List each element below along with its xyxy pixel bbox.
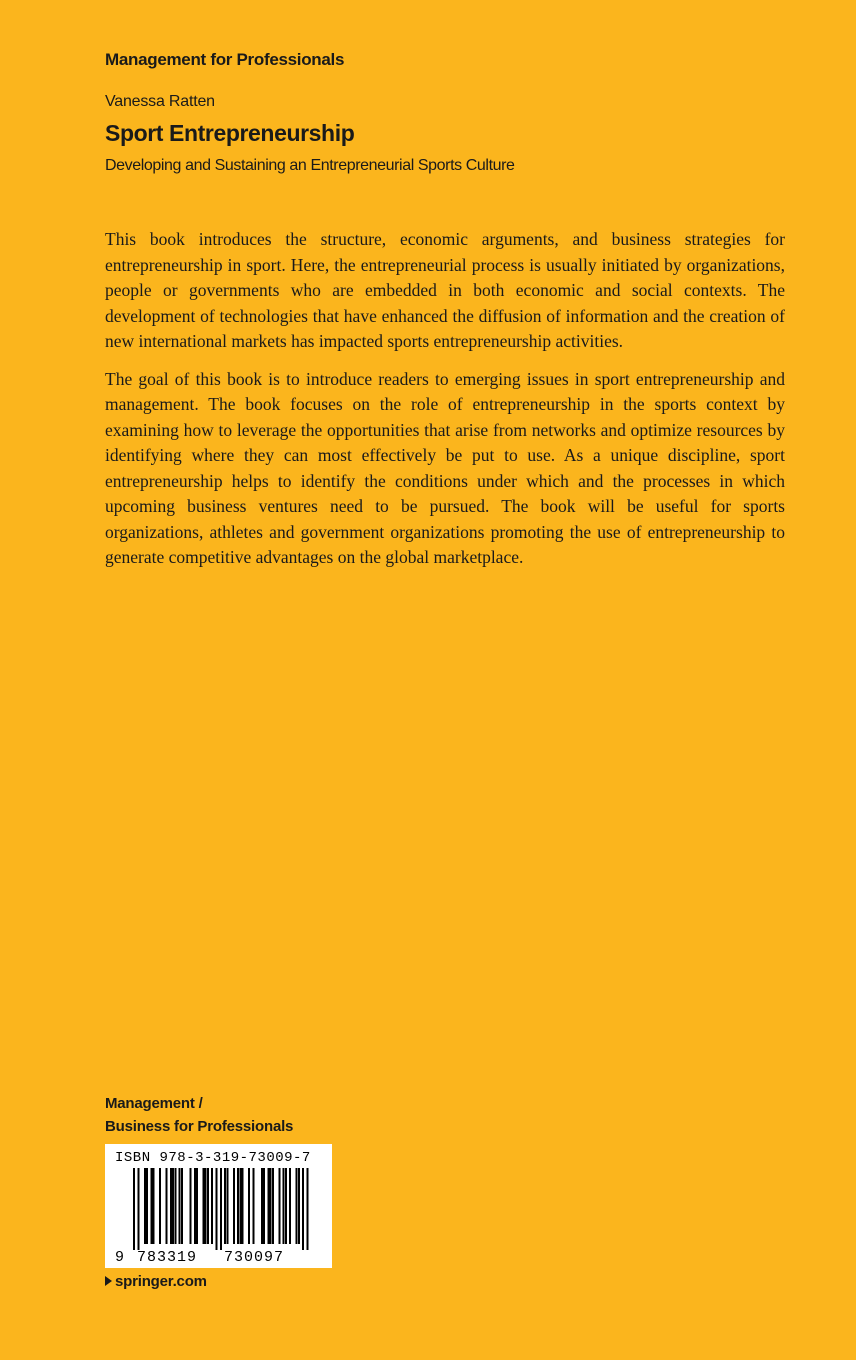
category-line: Business for Professionals — [105, 1118, 294, 1135]
barcode-bar — [270, 1168, 272, 1244]
barcode-bar — [159, 1168, 161, 1244]
book-subtitle: Developing and Sustaining an Entrepreneurial Sports Culture — [105, 157, 515, 174]
category-line: Management / — [105, 1095, 203, 1112]
description-paragraph: This book introduces the structure, economic arguments, and business strategies for entrepreneurship in sport. Here, the entrepreneurial process is usually initiated by organizations, people or governments who are embedded in both economic and social contexts. The development of technologies that have enhanced the diffusion of information and the creation of new international markets has impacted sports entrepreneurship activities. — [105, 229, 785, 351]
barcode-bar — [179, 1168, 181, 1244]
barcode-bar — [296, 1168, 298, 1244]
barcode-bar — [146, 1168, 148, 1244]
barcode-bar — [233, 1168, 235, 1244]
author-name: Vanessa Ratten — [105, 93, 215, 110]
barcode-bar — [207, 1168, 209, 1244]
barcode-bar — [190, 1168, 192, 1244]
barcode-bar — [133, 1168, 135, 1250]
barcode-bar — [166, 1168, 168, 1244]
barcode-bar — [151, 1168, 153, 1244]
barcode-bar — [203, 1168, 205, 1244]
arrow-right-icon — [105, 1276, 112, 1286]
barcode-bar — [285, 1168, 287, 1244]
barcode-bar — [170, 1168, 172, 1244]
barcode-bar — [289, 1168, 291, 1244]
barcode-digits-left: 783319 — [137, 1249, 198, 1266]
description-paragraph: The goal of this book is to introduce readers to emerging issues in sport entrepreneurship and management. The book focuses on the role of entrepreneurship in the sports context by examining how to leverage the opportunities that arise from networks and optimize resources by identifying where they can most effectively be put to use. As a unique discipline, sport entrepreneurship helps to identify the conditions under which and the processes in which upcoming business ventures need to be pursued. The book will be useful for sports organizations, athletes and government organizations promoting the use of entrepreneurship to generate competitive advantages on the global marketplace. — [105, 368, 785, 567]
barcode-graphic — [105, 1144, 332, 1268]
barcode-bar — [237, 1168, 239, 1244]
isbn-label: ISBN 978-3-319-73009-7 — [115, 1150, 311, 1166]
website-label: springer.com — [115, 1273, 207, 1290]
barcode-bar — [307, 1168, 309, 1250]
barcode-bar — [175, 1168, 177, 1244]
barcode-bar — [211, 1168, 213, 1244]
barcode-bar — [205, 1168, 207, 1244]
series-name: Management for Professionals — [105, 50, 345, 69]
barcode-bar — [283, 1168, 285, 1244]
barcode-bar — [272, 1168, 274, 1244]
barcode-bar — [253, 1168, 255, 1244]
barcode-bar — [172, 1168, 174, 1244]
book-description — [105, 227, 785, 583]
barcode-bar — [242, 1168, 244, 1244]
barcode-digits-right: 730097 — [224, 1249, 285, 1266]
barcode-bar — [194, 1168, 196, 1244]
barcode-bar — [216, 1168, 218, 1250]
barcode-bar — [261, 1168, 263, 1244]
barcode-bar — [227, 1168, 229, 1244]
barcode-bar — [248, 1168, 250, 1244]
subject-category — [105, 1092, 293, 1138]
barcode-bar — [220, 1168, 222, 1250]
barcode-bar — [268, 1168, 270, 1244]
book-title: Sport Entrepreneurship — [105, 120, 355, 146]
barcode-digit-lead: 9 — [115, 1249, 125, 1266]
barcode-bar — [138, 1168, 140, 1250]
barcode-bar — [196, 1168, 198, 1244]
barcode-bar — [240, 1168, 242, 1244]
barcode-bar — [181, 1168, 183, 1244]
barcode-bar — [224, 1168, 226, 1244]
barcode-bar — [279, 1168, 281, 1244]
barcode-bar — [153, 1168, 155, 1244]
isbn-barcode — [105, 1144, 332, 1268]
barcode-bar — [144, 1168, 146, 1244]
barcode-bar — [298, 1168, 300, 1244]
barcode-bar — [263, 1168, 265, 1244]
barcode-bar — [302, 1168, 304, 1250]
publisher-website[interactable] — [105, 1273, 207, 1290]
